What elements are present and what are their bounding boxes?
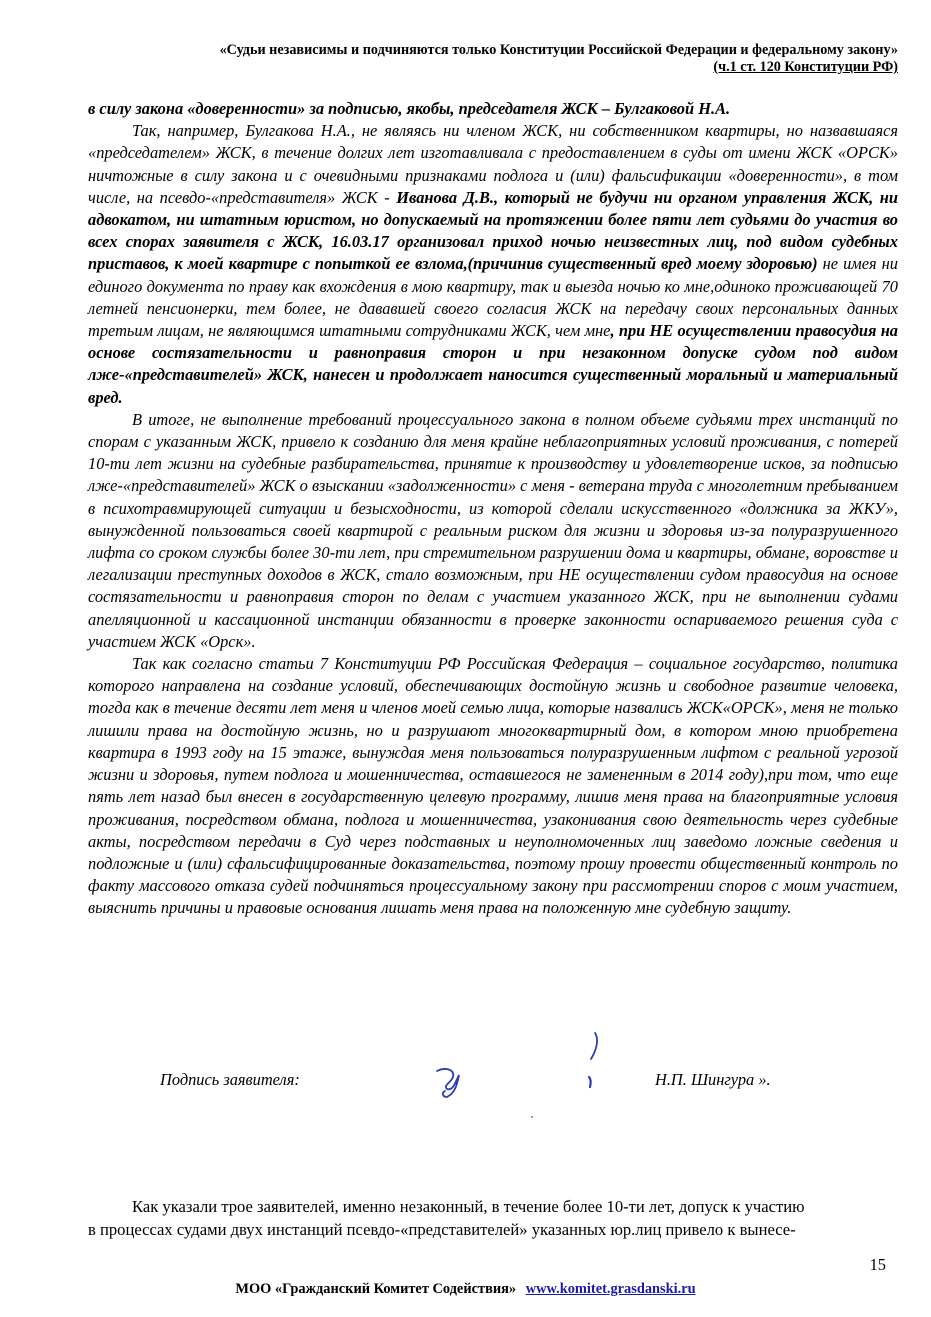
page-number: 15 [869,1255,886,1274]
footer-website-link[interactable]: www.komitet.grasdanski.ru [525,1281,696,1297]
footer-organization: МОО «Гражданский Комитет Содействия» [235,1281,517,1297]
page-footer [0,1281,931,1298]
closing-text [88,1196,898,1241]
paragraph-2-part-3: не имея ни единого документа по праву как вхождения в мою квартиру, так и выезда ночью ко мне,одиноко проживающей 70 летней пенсионерки, тем более, не дававшей своего согласия ЖСК на передачу своих персональных данных третьим лицам, не являющимся штатными сотрудниками ЖСК, чем мне [88,254,899,341]
paragraph-3: В итоге, не выполнение требований процессуального закона в полном объеме судьями трех инстанций по спорам с указанным ЖСК, привело к созданию для меня крайне неблагоприятных условий проживания, с потерей 10-ти лет жизни на судебные разбирательства, принятие к производству и удовлетворение исков, за подписью лже-«представителей» ЖСК о взыскании «задолженности» с меня - ветерана труда с многолетним пребыванием в психотравмирующей ситуации и безысходности, из которой сделали искусственного «должника за ЖКУ», вынужденной пользоваться своей квартирой с реальным риском для жизни и здоровья из-за полуразрушенного лифта со сроком службы более 30-ти лет, при стремительном разрушении дома и квартиры, обмане, воровстве и легализации преступных доходов в ЖСК, стало возможным, при НЕ осуществлении судом правосудия на основе состязательности и равноправия сторон по делам с участием указанного ЖСК, при не выполнении судами апелляционной и кассационной инстанции обязанности в проверке законности оспариваемого решения суда с участием ЖСК «Орск». [88,409,898,651]
paragraph-1: в силу закона «доверенности» за подписью, якобы, председателя ЖСК – Булгаковой Н.А. [88,99,731,118]
paragraph-2 [88,120,898,409]
header-reference: (ч.1 ст. 120 Конституции РФ) [713,59,898,75]
closing-line-2: в процессах судами двух инстанций псевдо-«представителей» указанных юр.лиц привело к вынесе- [88,1219,796,1239]
closing-line-1: Как указали трое заявителей, именно незаконный, в течение более 10-ти лет, допуск к участию [132,1197,805,1216]
paragraph-4: Так как согласно статьи 7 Конституции РФ Российская Федерация – социальное государство, политика которого направлена на создание условий, обеспечивающих достойную жизнь и свободное развитие человека, тогда как в течение десяти лет меня и членов моей семью лица, которые назвались ЖСК«ОРСК», меня не только лишили права на достойную жизнь, но и разрушают многоквартирный дом, в котором мною приобретена квартира в 1993 году на 15 этаже, вынуждая меня пользоваться полуразрушенным лифтом с реальной угрозой жизни и здоровья, путем подлога и мошенничества, оставшегося не замененным в 2014 году),при том, что еще пять лет назад был внесен в государственную целевую программу, лишив меня права на благоприятные условия проживания, посредством обмана, подлога и мошенничества, узаконивания свою деятельность через судебные акты, посредством передачи в Суд через подставных и неуполномоченных лиц заведомо ложные сведения и подложные и (или) сфальсифицированные доказательства, поэтому прошу провести общественный контроль по факту массового отказа судей подчиняться процессуальному закону при рассмотрении споров с моим участием, выяснить причины и правовые основания лишать меня права на положенную мне судебную защиту. [88,654,898,918]
handwritten-signature [425,1025,615,1125]
paragraph-2-part-1: Так, например, Булгакова Н.А., не являясь ни членом ЖСК, ни собственником квартиры, но назвавшаяся «председателем» ЖСК, в течение долгих лет изготавливала с предоставлением в суды от имени ЖСК «ОРСК» ничтожные в силу закона и с очевидными признаками подлога и (или) фальсификации «доверенности», в том числе, на псевдо-«представителя» ЖСК - [88,121,898,207]
signature-label: Подпись заявителя: [160,1070,300,1089]
paragraph-2-part-2: Иванова Д.В., который не будучи ни органом управления ЖСК, ни адвокатом, ни штатным юристом, но допускаемый на протяжении более пяти лет судьями до участия во всех спорах заявителя с ЖСК, 16.03.17 организовал приход ночью неизвестных лиц, под видом судебных приставов, к моей квартире с попыткой ее взлома,(причинив существенный вред моему здоровью) [88,187,898,274]
header-title: «Судьи независимы и подчиняются только Конституции Российской Федерации и федеральному закону» [219,42,898,58]
signature-name: Н.П. Шингура ». [655,1070,771,1089]
document-body [88,98,898,920]
page-header [88,42,898,76]
paragraph-2-part-4: , при НЕ осуществлении правосудия на основе состязательности и равноправия сторон и при незаконном допуске судом под видом лже-«представителей» ЖСК, нанесен и продолжает наносится существенный моральный и материальный вред. [88,321,898,407]
